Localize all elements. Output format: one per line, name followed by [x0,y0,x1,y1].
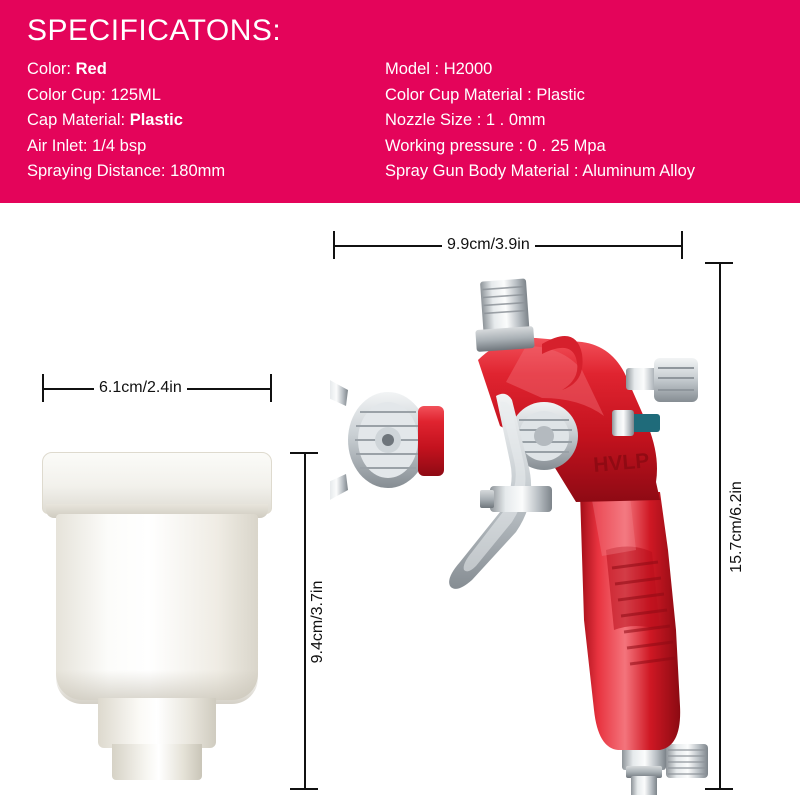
spec-column-left [27,57,225,185]
gun-width-label: 9.9cm/3.9in [442,236,535,254]
spec-label: Air Inlet: [27,136,88,155]
gun-handle [580,492,680,750]
gun-body-brand-text: HVLP [592,449,651,477]
spec-row-cap-material [27,108,225,134]
spec-label: Color Cup: [27,85,106,104]
cup-width-tick-left [42,374,44,402]
fluid-control-knob [626,358,698,402]
specifications-title: SPECIFICATONS: [27,14,282,47]
spec-label: Nozzle Size : [385,111,482,129]
fluid-tip-collar [480,486,552,512]
air-cap-assembly [330,378,444,502]
spec-row-nozzle-size [385,108,695,134]
cup-height-label: 9.4cm/3.7in [309,552,327,692]
gun-height-label: 15.7cm/6.2in [728,452,746,602]
spec-row-model [385,57,695,83]
cup-height-dimension-line [304,452,306,790]
paint-cup-illustration [42,452,272,792]
spec-value: Red [75,60,107,78]
spec-row-color-cup [27,83,225,109]
spec-row-color [27,57,225,83]
spec-label: Spraying Distance: [27,162,166,180]
spec-value: 1 . 0mm [485,111,546,129]
spec-label: Cap Material: [27,111,126,129]
air-inlet-thread [666,744,708,778]
spec-row-spraying-distance [27,159,225,185]
spec-label: Color Cup Material : [385,85,532,104]
spec-label: Color: [27,60,72,78]
spec-row-air-inlet [27,134,225,160]
spec-label: Model : [385,60,440,78]
cup-width-label: 6.1cm/2.4in [94,379,187,397]
spec-value: 0 . 25 Mpa [527,136,606,155]
spec-value: 180mm [170,162,226,180]
spec-value: 1/4 bsp [92,136,147,155]
spec-column-right [385,57,695,185]
specifications-banner [0,0,800,203]
spray-gun-illustration [330,250,770,795]
top-air-stem [475,278,534,352]
spec-label: Spray Gun Body Material : [385,162,579,180]
spec-label: Working pressure : [385,136,524,155]
spec-row-color-cup-material [385,83,695,109]
spec-value: 125ML [110,85,161,104]
cup-height-tick-top [290,452,318,454]
spec-row-body-material [385,159,695,185]
cup-neck [98,698,216,748]
spec-value: Plastic [129,111,183,129]
spec-value: H2000 [443,60,493,78]
spec-value: Aluminum Alloy [582,162,695,180]
cup-width-tick-right [270,374,272,402]
spec-row-working-pressure [385,134,695,160]
cup-height-tick-bottom [290,788,318,790]
cup-spout [112,744,202,780]
spec-value: Plastic [536,85,585,104]
